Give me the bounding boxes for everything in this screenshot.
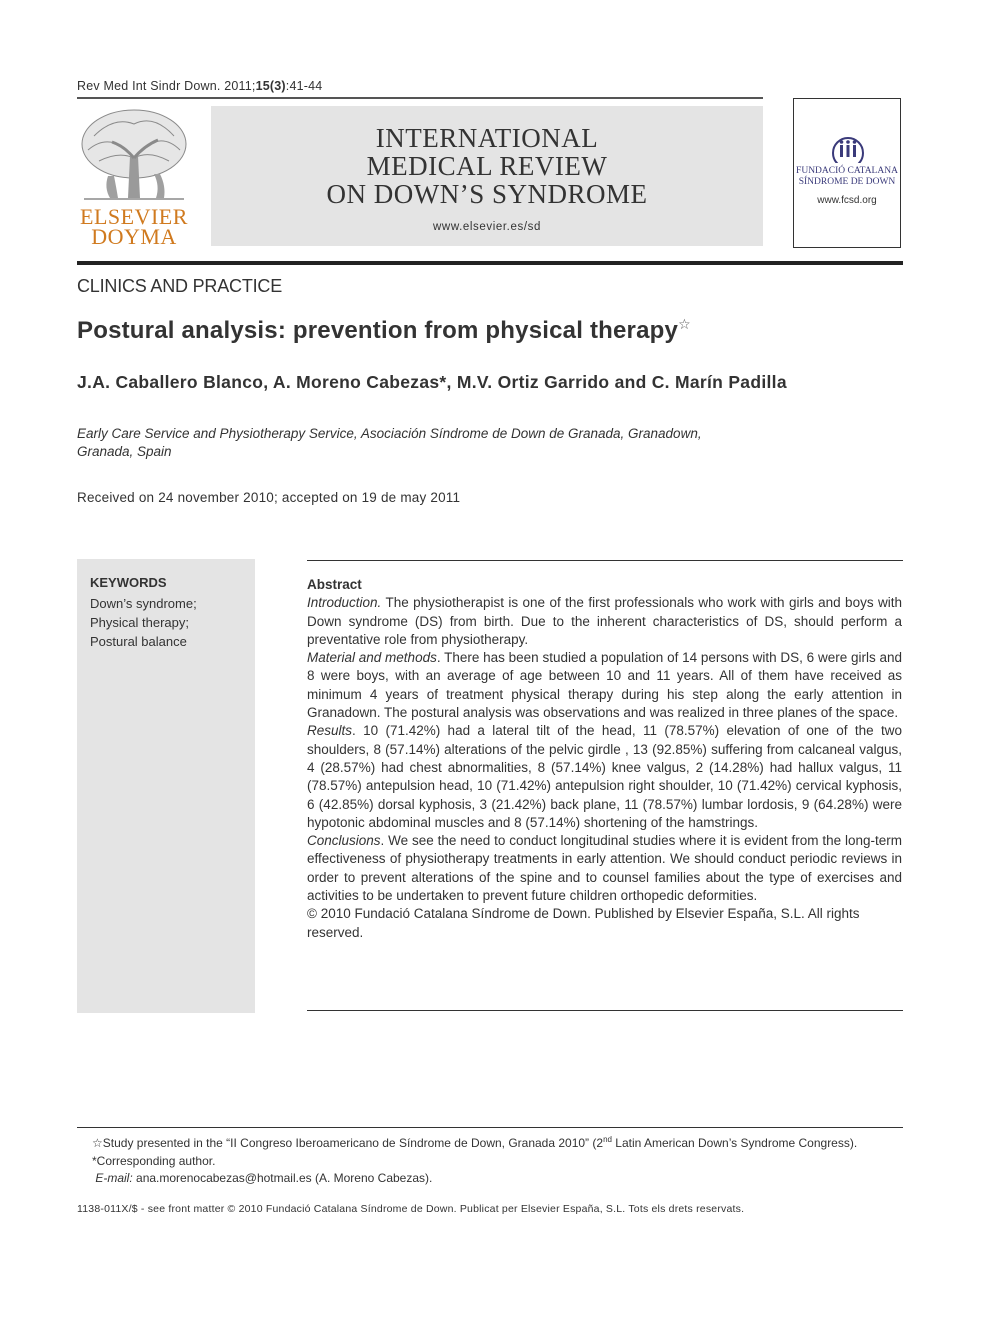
foundation-name-line1: FUNDACIÓ CATALANA: [796, 166, 898, 176]
conclusions-text: . We see the need to conduct longitudinal studies where it is evident from the long-term effectiveness of physiotherapy treatments in early attention. We should conduct periodic reviews in order to prevent alterations of the spine and to counsel families about the type of exercises and activities to be undertaken to prevent future children orthopedic deformities.: [307, 833, 902, 904]
elsevier-logo: [74, 106, 194, 249]
abstract-bottom-rule: [307, 1010, 903, 1011]
abstract-top-rule: [307, 560, 903, 561]
keywords-heading: KEYWORDS: [90, 575, 167, 590]
conclusions-label: Conclusions: [307, 833, 381, 849]
abstract-copyright: © 2010 Fundació Catalana Síndrome de Down. Published by Elsevier España, S.L. All rights reserved.: [307, 906, 860, 940]
journal-citation: [77, 79, 322, 93]
keyword-item: Postural balance: [90, 634, 187, 649]
keywords-box: [77, 559, 255, 1013]
publisher-name-line1: ELSEVIER: [80, 204, 188, 229]
section-label: CLINICS AND PRACTICE: [77, 276, 283, 296]
footnote-rule: [77, 1127, 903, 1128]
foundation-url[interactable]: www.fcsd.org: [817, 195, 877, 206]
footnote-congress-text: Study presented in the “II Congreso Iberoamericano de Síndrome de Down, Granada 2010” (2: [102, 1136, 604, 1150]
introduction-label: Introduction.: [307, 595, 382, 611]
methods-label: Material and methods: [307, 650, 437, 666]
journal-title-line: MEDICAL REVIEW: [366, 151, 608, 181]
section-divider: [77, 261, 903, 265]
affiliation-line: Granada, Spain: [77, 444, 172, 459]
foundation-name: [794, 166, 900, 187]
keyword-item: Physical therapy;: [90, 615, 189, 630]
article-title: [77, 316, 691, 345]
header-rule: [77, 97, 763, 99]
author-list: J.A. Caballero Blanco, A. Moreno Cabezas*, M.V. Ortiz Garrido and C. Marín Padilla: [77, 372, 787, 392]
footnote-corresponding-author: *Corresponding author.: [92, 1153, 216, 1168]
journal-title-line: ON DOWN’S SYNDROME: [326, 179, 648, 209]
abstract-conclusions: [307, 832, 902, 905]
email-label: E-mail:: [95, 1171, 133, 1185]
citation-pages: :41-44: [285, 79, 323, 93]
received-dates: Received on 24 november 2010; accepted on 19 de may 2011: [77, 490, 461, 505]
journal-title-line: INTERNATIONAL: [375, 123, 599, 153]
foundation-name-line2: SÍNDROME DE DOWN: [798, 176, 896, 187]
citation-issue: (3): [269, 79, 286, 93]
methods-text: . There has been studied a population of 14 persons with DS, 6 were girls and 8 were boys, with an average of age between 10 and 11 years. All of them have received as minimum 4 years of treatment physical therapy during his step along the early attention in Granadown. The postural analysis was observations and was realized in three planes of the space.: [307, 650, 902, 721]
results-text: . 10 (71.42%) had a lateral tilt of the head, 11 (78.57%) elevation of one of the two shoulders, 8 (57.14%) alterations of the pelvic girdle , 13 (92.85%) suffering from calcaneal valgus, 4 (28.57%) had chest abnormalities, 8 (57.14%) knee valgus, 2 (14.28%) had hallux valgus, 11 (78.57%) antepulsion head, 10 (71.42%) antepulsion right shoulder, 10 (71.42%) cervical kyphosis, 6 (42.85%) dorsal kyphosis, 3 (21.42%) back plane, 11 (78.57%) lumbar lordosis, 9 (64.28%) were hypotonic abdominal muscles and 8 (57.14%) shortening of the hamstrings.: [307, 723, 902, 830]
journal-url[interactable]: www.elsevier.es/sd: [433, 221, 541, 233]
affiliation-line: Early Care Service and Physiotherapy Service, Asociación Síndrome de Down de Granada, Granadown,: [77, 426, 702, 441]
footnote-email: [92, 1170, 907, 1188]
abstract-heading: Abstract: [307, 577, 362, 592]
publisher-name-line2: DOYMA: [91, 224, 177, 249]
abstract-introduction: [307, 594, 902, 649]
affiliation: [77, 425, 777, 461]
tree-icon: [74, 106, 194, 206]
email-address[interactable]: ana.morenocabezas@hotmail.es (A. Moreno Cabezas).: [132, 1171, 433, 1185]
citation-prefix: Rev Med Int Sindr Down. 2011;: [77, 79, 256, 93]
footnotes: [92, 1131, 907, 1188]
journal-banner: [211, 106, 763, 246]
introduction-text: The physiotherapist is one of the first professionals who work with girls and boys with Down syndrome (DS) from birth. Due to the inherent characteristics of DS, should perform a preventative role from physiotherapy.: [307, 595, 902, 647]
citation-volume: 15: [255, 79, 270, 93]
journal-title: [211, 124, 763, 208]
title-footnote-star-icon[interactable]: ☆: [678, 316, 691, 332]
foundation-logo-box: [793, 98, 901, 248]
abstract-results: [307, 722, 902, 832]
footnote-star-icon: ☆: [92, 1136, 103, 1150]
foundation-logo-icon: [794, 99, 902, 163]
footnote-superscript: nd: [603, 1135, 612, 1144]
front-matter-line: 1138-011X/$ - see front matter © 2010 Fundació Catalana Síndrome de Down. Publicat per Elsevier España, S.L. Tots els drets reservats.: [77, 1203, 745, 1215]
keyword-item: Down’s syndrome;: [90, 596, 197, 611]
footnote-congress: [92, 1131, 907, 1153]
abstract: [307, 576, 902, 942]
results-label: Results: [307, 723, 353, 739]
article-title-text: Postural analysis: prevention from physical therapy: [77, 317, 679, 344]
abstract-methods: [307, 649, 902, 722]
footnote-congress-text-end: Latin American Down’s Syndrome Congress).: [611, 1136, 858, 1150]
